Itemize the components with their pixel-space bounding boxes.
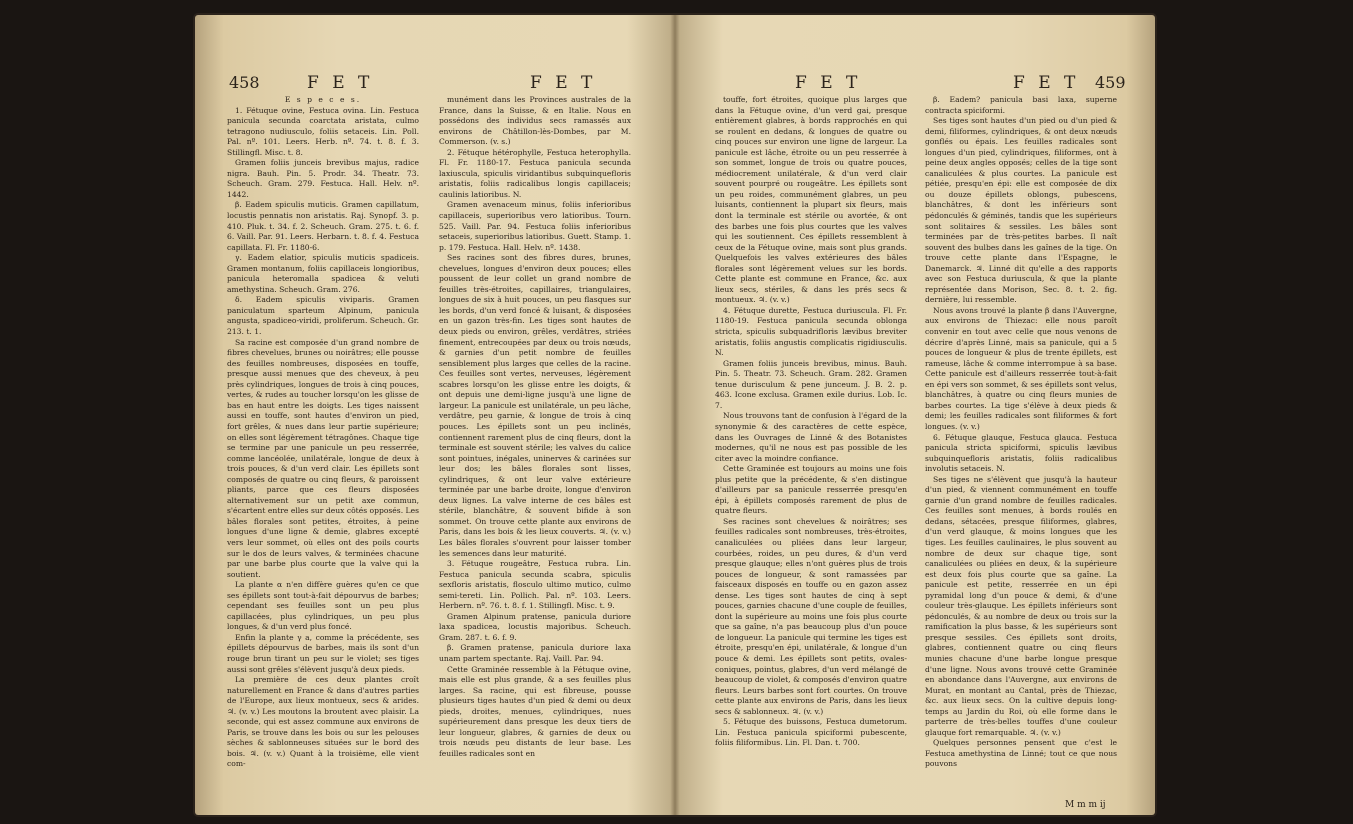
paragraph: La première de ces deux plantes croît naturellement en France & dans d'autres parties de l'Europe, aux lieux montueux, secs & arides. ♃. (v. v.) Les moutons la broutent avec plaisir. La seconde, qui est assez commune aux environs de Paris, se trouve dans les bois ou sur les pelouses sèches & sablonneuses situées sur le bord des bois. ♃. (v. v.) Quant à la troisième, elle vient com-: [227, 675, 419, 769]
paragraph: Gramen Alpinum pratense, panicula duriore laxa spadicea, locustis majoribus. Scheuch. Gram. 287. t. 6. f. 9.: [439, 611, 631, 642]
paragraph: Nous avons trouvé la plante β dans l'Auvergne, aux environs de Thiezac: elle nous paroît convenir en tout avec celle que nous venons de décrire d'après Linné, mais sa panicule, qui a 5 pouces de longueur & plus de trente épillets, est rameuse, lâche & comme interrompue à sa base. Cette panicule est d'ailleurs resserrée tout-à-fait en épi vers son sommet, & ses épillets sont velus, blanchâtres, à quatre ou cinq fleurs munies de barbes courtes. La tige s'élève à deux pieds & demi; les feuilles radicales sont filiformes & fort longues. (v. v.): [925, 305, 1117, 431]
paragraph: munément dans les Provinces australes de la France, dans la Suisse, & en Italie. Nous en possédons des individus secs ramassés aux environs de Châtillon-lès-Dombes, par M. Commerson. (v. s.): [439, 95, 631, 147]
running-head: F E T: [795, 73, 862, 93]
paragraph: Ses racines sont des fibres dures, brunes, chevelues, longues d'environ deux pouces; elles poussent de leur collet un grand nombre de feuilles très-étroites, capillaires, triangulaires, longues de six à huit pouces, un peu flasques sur les bords, d'un verd foncé & luisant, & disposées en un gazon très-fin. Les tiges sont hautes de deux pieds ou environ, grêles, verdâtres, striées finement, entrecoupées par deux ou trois nœuds, & garnies d'un petit nombre de feuilles sensiblement plus larges que celles de la racine. Ces feuilles sont vertes, nerveuses, légèrement scabres lorsqu'on les glisse entre les doigts, & ont depuis une demi-ligne jusqu'à une ligne de largeur. La panicule est unilatérale, un peu lâche, verdâtre, peu garnie, & longue de trois à cinq pouces. Les épillets sont un peu inclinés, contiennent rarement plus de cinq fleurs, dont la terminale est souvent stérile; les valves du calice sont pointues, inégales, uninerves & carinées sur leur dos; les bâles florales sont lisses, cylindriques, & ont leur valve extérieure terminée par une barbe droite, longue d'environ deux lignes. La valve interne de ces bâles est stérile, blanchâtre, & souvent bifide à son sommet. On trouve cette plante aux environs de Paris, dans les bois & les lieux couverts. ♃. (v. v.) Les bâles florales s'ouvrent pour laisser tomber les semences dans leur maturité.: [439, 253, 631, 558]
paragraph: Nous trouvons tant de confusion à l'égard de la synonymie & des caractères de cette espèce, dans les Ouvrages de Linné & des Botanistes modernes, qu'il ne nous est pas possible de les citer avec la moindre confiance.: [715, 411, 907, 463]
text-column-left-2: [439, 95, 631, 759]
paragraph: 6. Fétuque glauque, Festuca glauca. Festuca panicula stricta spiciformi, spiculis lævibus subquinquefloris aristatis, foliis radicalibus involutis setaceis. N.: [925, 432, 1117, 474]
paragraph: 1. Fétuque ovine, Festuca ovina. Lin. Festuca panicula secunda coarctata aristata, culmo tetragono nudiusculo, foliis setaceis. Lin. Poll. Pal. nº. 101. Leers. Herb. nº. 74. t. 8. f. 3. Stillingfl. Misc. t. 8.: [227, 105, 419, 157]
text-column-right-1: [715, 95, 907, 749]
paragraph: Enfin la plante γ a, comme la précédente, ses épillets dépourvus de barbes, mais ils sont d'un rouge brun tirant un peu sur le violet; ses tiges aussi sont grêles s'élèvent jusqu'à deux pieds.: [227, 632, 419, 674]
paragraph: Gramen foliis junceis brevibus, minus. Bauh. Pin. 5. Theatr. 73. Scheuch. Gram. 282. Gramen tenue durisculum & pene junceum. J. B. 2. p. 463. Icone exclusa. Gramen exile durius. Lob. Ic. 7.: [715, 358, 907, 410]
running-head: F E T: [307, 73, 374, 93]
paragraph: La plante α n'en diffère guères qu'en ce que ses épillets sont tout-à-fait dépourvus de barbes; cependant ses feuilles sont un peu plus capillacées, plus cylindriques, un peu plus longues, & d'un verd plus foncé.: [227, 580, 419, 632]
paragraph: touffe, fort étroites, quoique plus larges que dans la Fétuque ovine, d'un verd gai, presque entièrement glabres, à bords rapprochés en qui se roulent en dedans, & longues de quatre ou cinq pouces sur environ une ligne de largeur. La panicule est lâche, étroite ou un peu resserrée à son sommet, longue de trois ou quatre pouces, médiocrement unilatérale, & d'un verd clair souvent pourpré ou rougeâtre. Les épillets sont un peu roides, communément glabres, un peu luisants, contiennent la plupart six fleurs, mais dont la terminale est stérile ou avortée, & ont des barbes une fois plus courtes que les valves qui les soutiennent. Ces épillets ressemblent à ceux de la Fétuque ovine, mais sont plus grands. Quelquefois les valves extérieures des bâles florales sont légèrement velues sur les bords. Cette plante est commune en France, &c. aux lieux secs, stériles, & dans les prés secs & montueux. ♃. (v. v.): [715, 95, 907, 305]
paragraph: β. Eadem spiculis muticis. Gramen capillatum, locustis pennatis non aristatis. Raj. Synopf. 3. p. 410. Pluk. t. 34. f. 2. Scheuch. Gram. 275. t. 6. f. 6. Vaill. Par. 91. Leers. Herbarn. t. 8. f. 4. Festuca capillata. Fl. Fr. 1180-6.: [227, 200, 419, 252]
running-head: F E T: [530, 73, 597, 93]
text-column-right-2: [925, 95, 1117, 770]
paragraph: Quelques personnes pensent que c'est le Festuca amethystina de Linné; tout ce que nous pouvons: [925, 738, 1117, 769]
paragraph: Ses tiges sont hautes d'un pied ou d'un pied & demi, filiformes, cylindriques, & ont deux nœuds gonflés ou épais. Les feuilles radicales sont longues d'un pied, cylindriques, filiformes, ont à peine deux angles opposés; celles de la tige sont canaliculées & plus courtes. La panicule est pétiée, presqu'en épi: elle est composée de dix ou douze épillets oblongs, pubescens, blanchâtres, & dont les inférieurs sont pédonculés & géminés, tandis que les supérieurs sont solitaires & sessiles. Les bâles sont terminées par de très-petites barbes. Il naît souvent des bulbes dans les gaînes de la tige. On trouve cette plante dans l'Espagne, le Danemarck. ♃. Linné dit qu'elle a des rapports avec son Festuca duriuscula, & que la plante représentée dans Morison, Sec. 8. t. 2. fig. dernière, lui ressemble.: [925, 116, 1117, 305]
paragraph: γ. Eadem elatior, spiculis muticis spadiceis. Gramen montanum, foliis capillaceis longioribus, panicula heteromalla spadicea & veluti amethystina. Scheuch. Gram. 276.: [227, 253, 419, 294]
paragraph: Sa racine est composée d'un grand nombre de fibres chevelues, brunes ou noirâtres; elle pousse des feuilles nombreuses, disposées en touffe, presque aussi menues que des cheveux, à peu près cylindriques, longues de trois à cinq pouces, vertes, & rudes au toucher lorsqu'on les glisse de bas en haut entre les doigts. Les tiges naissent aussi en touffe, sont hautes d'environ un pied, fort grêles, & nues dans leur partie supérieure; on elles sont légèrement tétragônes. Chaque tige se termine par une panicule un peu resserrée, comme lancéolée, unilatérale, longue de deux à trois pouces, & d'un verd clair. Les épillets sont composés de quatre ou cinq fleurs, & paroissent pliants, parce que ces fleurs disposées alternativement sur un petit axe commun, s'écartent entre elles sur deux côtés opposés. Les bâles florales sont petites, étroites, à peine longues d'une ligne & demie, glabres excepté vers leur sommet, où elles ont des poils courts sur le dos de leurs valves, & terminées chacune par une barbe plus courte que la valve qui la soutient.: [227, 337, 419, 579]
paragraph: β. Gramen pratense, panicula duriore laxa unam partem spectante. Raj. Vaill. Par. 94.: [439, 643, 631, 663]
paragraph: 2. Fétuque hétérophylle, Festuca heterophylla. Fl. Fr. 1180-17. Festuca panicula secunda laxiuscula, spiculis viridantibus subquinquefloris aristatis, foliis radicalibus longis capillaceis; caulinis latioribus. N.: [439, 147, 631, 199]
paragraph: 4. Fétuque durette, Festuca duriuscula. Fl. Fr. 1180-19. Festuca panicula secunda oblonga stricta, spiculis subquadrifloris lævibus breviter aristatis, foliis angustis complicatis rigidiusculis. N.: [715, 305, 907, 358]
running-head: F E T: [1013, 73, 1080, 93]
paragraph: Gramen foliis junceis brevibus majus, radice nigra. Bauh. Pin. 5. Prodr. 34. Theatr. 73. Scheuch. Gram. 279. Festuca. Hall. Helv. nº. 1442.: [227, 158, 419, 199]
section-heading: E s p e c e s.: [284, 95, 362, 104]
page-number: 458: [229, 73, 260, 92]
paragraph: Cette Graminée est toujours au moins une fois plus petite que la précédente, & s'en distingue d'ailleurs par sa panicule resserrée presqu'en épi, à épillets composés rarement de plus de quatre fleurs.: [715, 464, 907, 516]
paragraph: Cette Graminée ressemble à la Fétuque ovine, mais elle est plus grande, & a ses feuilles plus larges. Sa racine, qui est fibreuse, pousse plusieurs tiges hautes d'un pied & demi ou deux pieds, droites, menues, cylindriques, nues supérieurement dans presque les deux tiers de leur longueur, glabres, & garnies de deux ou trois nœuds peu distants de leur base. Les feuilles radicales sont en: [439, 664, 631, 758]
book-spread: [195, 15, 1155, 815]
printer-signature: M m m ij: [1065, 800, 1106, 810]
page-number: 459: [1095, 73, 1126, 92]
paragraph: Ses tiges ne s'élèvent que jusqu'à la hauteur d'un pied, & viennent communément en touffe garnie d'un grand nombre de feuilles radicales. Ces feuilles sont menues, à bords roulés en dedans, sétacées, presque filiformes, glabres, d'un verd glauque, & moins longues que les tiges. Les feuilles caulinaires, le plus souvent au nombre de deux sur chaque tige, sont canaliculées ou pliées en deux, & la supérieure est deux fois plus courte que sa gaîne. La panicule est petite, resserrée en un épi pyramidal long d'un pouce & demi, & d'une couleur très-glauque. Les épillets inférieurs sont pédonculés, & au nombre de deux ou trois sur la ramification la plus basse, & les supérieurs sont presque sessiles. Ces épillets sont droits, glabres, contiennent quatre ou cinq fleurs munies chacune d'une barbe longue presque d'une ligne. Nous avons trouvé cette Graminée en abondance dans l'Auvergne, aux environs de Murat, en montant au Cantal, près de Thiezac, &c. aux lieux secs. On la cultive depuis long-temps au Jardin du Roi, où elle forme dans le parterre de très-belles touffes d'une couleur glauque fort remarquable. ♃. (v. v.): [925, 474, 1117, 737]
text-column-left-1: [227, 95, 419, 770]
paragraph: β. Eadem? panicula basi laxa, superne contracta spiciformi.: [925, 95, 1117, 115]
paragraph: 3. Fétuque rougeâtre, Festuca rubra. Lin. Festuca panicula secunda scabra, spiculis sexfloris aristatis, flosculo ultimo mutico, culmo semi-tereti. Lin. Pollich. Pal. nº. 103. Leers. Herbern. nº. 76. t. 8. f. 1. Stillingfl. Misc. t. 9.: [439, 559, 631, 611]
paragraph: Ses racines sont chevelues & noirâtres; ses feuilles radicales sont nombreuses, très-étroites, canaliculées ou pliées dans leur largeur, courbées, roides, un peu dures, & d'un verd presque glauque; elles n'ont guères plus de trois pouces de longueur, & sont ramassées par faisceaux disposés en touffe ou en gazon assez dense. Les tiges sont hautes de cinq à sept pouces, garnies chacune d'une couple de feuilles, dont la supérieure au moins une fois plus courte que sa gaîne, n'a pas beaucoup plus d'un pouce de longueur. La panicule qui termine les tiges est étroite, presqu'en épi, unilatérale, & longue d'un pouce & demi. Les épillets sont petits, ovales-coniques, pointus, glabres, d'un verd mélangé de beaucoup de violet, & composés d'environ quatre fleurs. Leurs barbes sont fort courtes. On trouve cette plante aux environs de Paris, dans les lieux secs & sablonneux. ♃. (v. v.): [715, 516, 907, 716]
paragraph: δ. Eadem spiculis viviparis. Gramen paniculatum sparteum Alpinum, panicula angusta, spadiceo-viridi, proliferum. Scheuch. Gr. 213. t. 1.: [227, 295, 419, 337]
left-page: [195, 15, 675, 815]
paragraph: Gramen avenaceum minus, foliis inferioribus capillaceis, superioribus vero latioribus. Tourn. 525. Vaill. Par. 94. Festuca foliis inferioribus setaceis, superioribus latioribus. Guett. Stamp. 1. p. 179. Festuca. Hall. Helv. nº. 1438.: [439, 200, 631, 252]
right-page: [675, 15, 1155, 815]
paragraph: 5. Fétuque des buissons, Festuca dumetorum. Lin. Festuca panicula spiciformi pubescente, foliis filiformibus. Lin. Fl. Dan. t. 700.: [715, 717, 907, 748]
